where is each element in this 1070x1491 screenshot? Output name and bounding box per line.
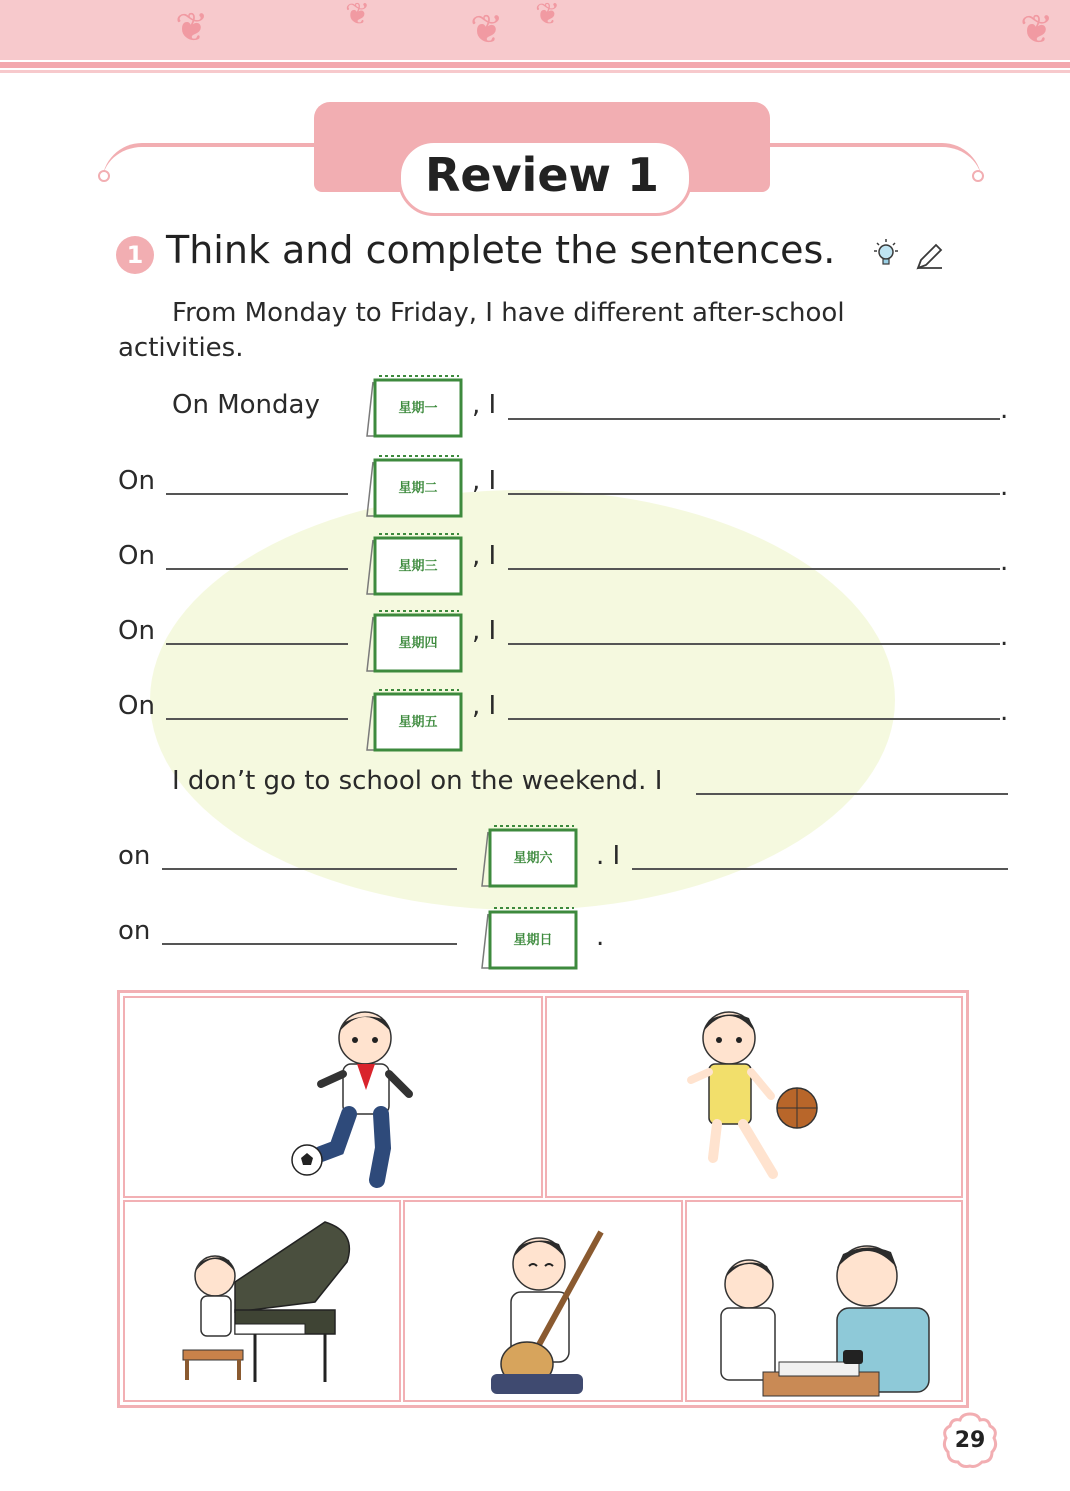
answer-blank[interactable] bbox=[632, 868, 1008, 870]
calendar-label: 星期五 bbox=[398, 715, 438, 730]
answer-blank[interactable] bbox=[696, 793, 1008, 795]
calendar-icon bbox=[365, 605, 465, 675]
butterfly-icon: ❦ bbox=[1020, 7, 1054, 53]
comma-i: , I bbox=[472, 390, 497, 420]
period-i: . I bbox=[596, 841, 621, 871]
arc-dot-right bbox=[972, 170, 984, 182]
intro-line-1: From Monday to Friday, I have different after-school bbox=[172, 298, 845, 328]
calendar-label: 星期日 bbox=[513, 933, 553, 948]
page-number: 29 bbox=[954, 1427, 986, 1453]
lightbulb-icon bbox=[868, 236, 904, 272]
page-title: Review 1 bbox=[424, 148, 660, 202]
picture-cell-basketball bbox=[545, 996, 963, 1198]
answer-blank[interactable] bbox=[508, 493, 1000, 495]
answer-blank[interactable] bbox=[508, 718, 1000, 720]
comma-i: , I bbox=[472, 691, 497, 721]
calendar-label: 星期四 bbox=[398, 636, 438, 651]
monday-prefix: On Monday bbox=[172, 390, 320, 420]
calendar-label: 星期六 bbox=[513, 851, 553, 866]
day-blank[interactable] bbox=[162, 943, 457, 945]
comma-i: , I bbox=[472, 466, 497, 496]
weekend-sentence: I don’t go to school on the weekend. I bbox=[172, 766, 663, 796]
butterfly-icon: ❦ bbox=[345, 0, 371, 32]
day-blank[interactable] bbox=[166, 643, 348, 645]
header-rule bbox=[0, 62, 1070, 68]
calendar-label: 星期一 bbox=[398, 401, 438, 416]
answer-blank[interactable] bbox=[508, 568, 1000, 570]
calendar-icon bbox=[365, 370, 465, 440]
pencil-icon bbox=[912, 240, 946, 274]
picture-cell-chess bbox=[685, 1200, 963, 1402]
soccer-player-icon bbox=[125, 998, 541, 1196]
period: . bbox=[1000, 472, 1009, 502]
chess-players-icon bbox=[687, 1202, 961, 1400]
exercise-instruction: Think and complete the sentences. bbox=[166, 228, 836, 272]
calendar-label: 星期二 bbox=[398, 481, 438, 496]
basketball-player-icon bbox=[547, 998, 961, 1196]
picture-cell-soccer bbox=[123, 996, 543, 1198]
calendar-icon bbox=[365, 450, 465, 520]
picture-cell-pipa bbox=[403, 1200, 683, 1402]
on-label: On bbox=[118, 466, 155, 496]
exercise-number: 1 bbox=[116, 236, 154, 274]
calendar-icon bbox=[480, 820, 580, 890]
day-blank[interactable] bbox=[162, 868, 457, 870]
day-blank[interactable] bbox=[166, 493, 348, 495]
answer-blank[interactable] bbox=[508, 643, 1000, 645]
on-label: on bbox=[118, 841, 151, 871]
on-label: on bbox=[118, 916, 151, 946]
calendar-icon bbox=[480, 902, 580, 972]
butterfly-icon: ❦ bbox=[470, 7, 504, 53]
calendar-label: 星期三 bbox=[398, 559, 438, 574]
picture-cell-piano bbox=[123, 1200, 401, 1402]
period: . bbox=[1000, 547, 1009, 577]
on-label: On bbox=[118, 616, 155, 646]
comma-i: , I bbox=[472, 541, 497, 571]
calendar-icon bbox=[365, 528, 465, 598]
answer-blank[interactable] bbox=[508, 418, 1000, 420]
day-blank[interactable] bbox=[166, 718, 348, 720]
period: . bbox=[1000, 395, 1009, 425]
calendar-icon bbox=[365, 684, 465, 754]
period: . bbox=[1000, 697, 1009, 727]
period: . bbox=[1000, 622, 1009, 652]
day-blank[interactable] bbox=[166, 568, 348, 570]
butterfly-icon: ❦ bbox=[175, 5, 209, 51]
comma-i: , I bbox=[472, 616, 497, 646]
butterfly-icon: ❦ bbox=[535, 0, 561, 32]
pipa-player-icon bbox=[405, 1202, 681, 1400]
intro-line-2: activities. bbox=[118, 333, 244, 363]
piano-player-icon bbox=[125, 1202, 399, 1400]
on-label: On bbox=[118, 541, 155, 571]
on-label: On bbox=[118, 691, 155, 721]
arc-dot-left bbox=[98, 170, 110, 182]
header-rule-thin bbox=[0, 70, 1070, 73]
period: . bbox=[596, 922, 605, 952]
